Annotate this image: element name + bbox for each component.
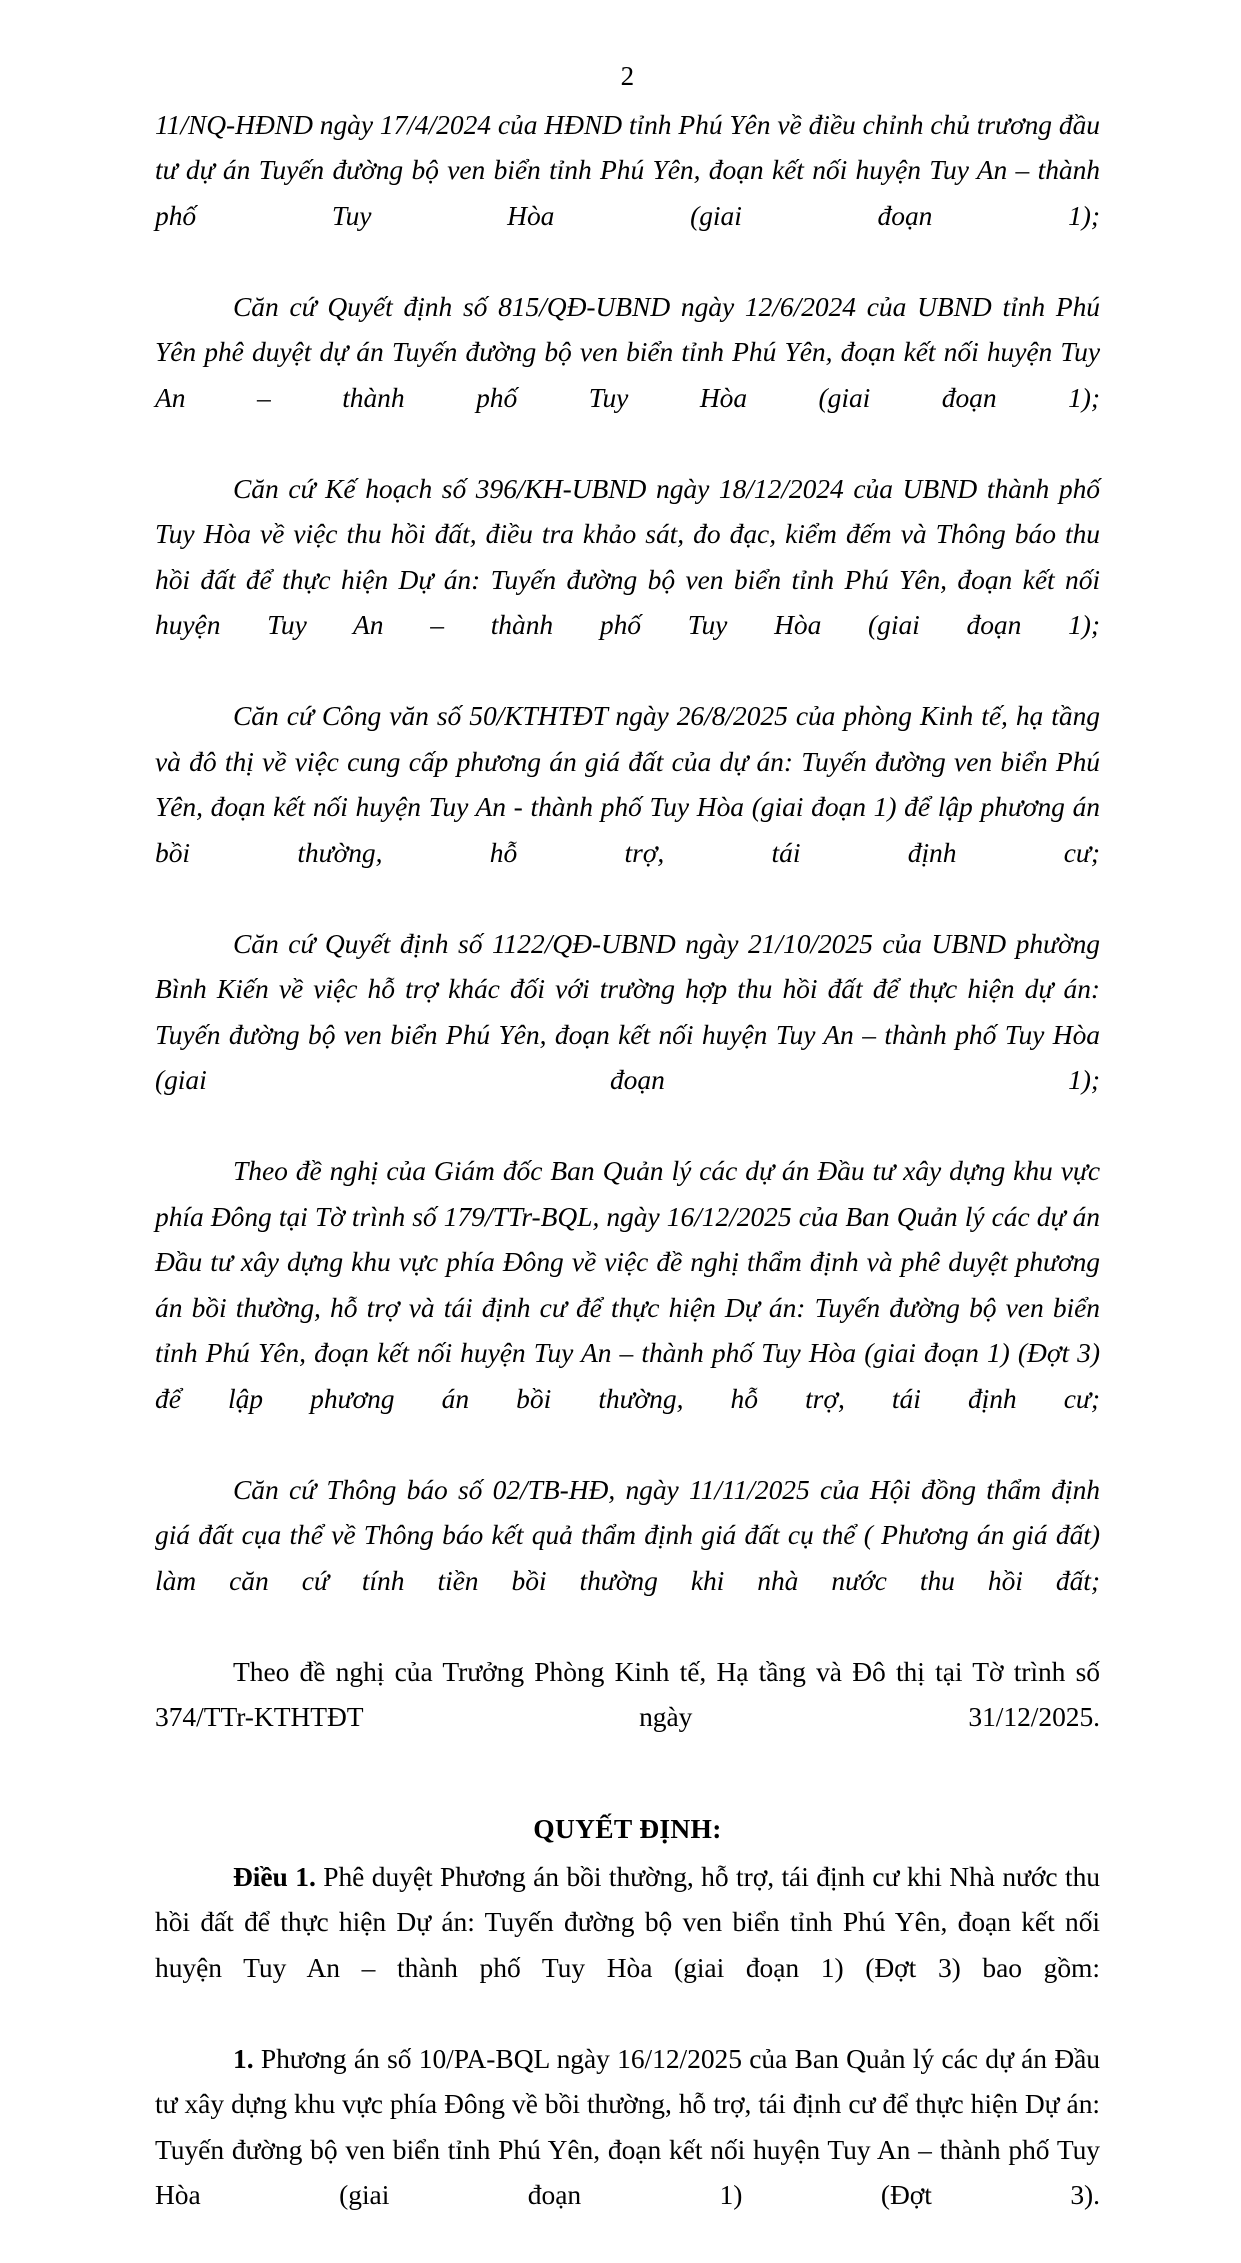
paragraph-basis-quyetdinh-815: Căn cứ Quyết định số 815/QĐ-UBND ngày 12/6/2024 của UBND tỉnh Phú Yên phê duyệt dự án Tuyến đường bộ ven biển tỉnh Phú Yên, đoạn kết nối huyện Tuy An – thành phố Tuy Hòa (giai đoạn 1);	[155, 290, 1100, 413]
paragraph-proposal-giamdoc-bql: Theo đề nghị của Giám đốc Ban Quản lý các dự án Đầu tư xây dựng khu vực phía Đông tại Tờ trình số 179/TTr-BQL, ngày 16/12/2025 của Ban Quản lý các dự án Đầu tư xây dựng khu vực phía Đông về việc đề nghị thẩm định và phê duyệt phương án bồi thường, hỗ trợ và tái định cư để thực hiện Dự án: Tuyến đường bộ ven biển tỉnh Phú Yên, đoạn kết nối huyện Tuy An – thành phố Tuy Hòa (giai đoạn 1) (Đợt 3) để lập phương án bồi thường, hỗ trợ, tái định cư;	[155, 1155, 1100, 1414]
article-1-label: Điều 1.	[233, 1860, 316, 1892]
document-body	[155, 60, 1100, 2263]
article-1-item-1	[155, 2036, 1100, 2263]
decision-heading: QUYẾT ĐỊNH:	[533, 1813, 722, 1845]
paragraph-basis-quyetdinh-1122: Căn cứ Quyết định số 1122/QĐ-UBND ngày 21/10/2025 của UBND phường Bình Kiến về việc hỗ trợ khác đối với trường hợp thu hồi đất để thực hiện dự án: Tuyến đường bộ ven biển Phú Yên, đoạn kết nối huyện Tuy An – thành phố Tuy Hòa (giai đoạn 1);	[155, 927, 1100, 1096]
article-1-item-1-label: 1.	[233, 2042, 254, 2074]
article-1-item-1-text: Phương án số 10/PA-BQL ngày 16/12/2025 của Ban Quản lý các dự án Đầu tư xây dựng khu vực phía Đông về bồi thường, hỗ trợ, tái định cư để thực hiện Dự án: Tuyến đường bộ ven biển tỉnh Phú Yên, đoạn kết nối huyện Tuy An – thành phố Tuy Hòa (giai đoạn 1) (Đợt 3).	[155, 2042, 1100, 2211]
article-1	[155, 1854, 1100, 2036]
article-1-text: Phê duyệt Phương án bồi thường, hỗ trợ, tái định cư khi Nhà nước thu hồi đất để thực hiện Dự án: Tuyến đường bộ ven biển tỉnh Phú Yên, đoạn kết nối huyện Tuy An – thành phố Tuy Hòa (giai đoạn 1) (Đợt 3) bao gồm:	[155, 1860, 1100, 1983]
paragraph-basis-thongbao-02: Căn cứ Thông báo số 02/TB-HĐ, ngày 11/11/2025 của Hội đồng thẩm định giá đất cụa thể về Thông báo kết quả thẩm định giá đất cụ thể ( Phương án giá đất) làm căn cứ tính tiền bồi thường khi nhà nước thu hồi đất;	[155, 1473, 1100, 1596]
page-number: 2	[620, 61, 635, 91]
paragraph-continuation: 11/NQ-HĐND ngày 17/4/2024 của HĐND tỉnh Phú Yên về điều chỉnh chủ trương đầu tư dự án Tuyến đường bộ ven biển tỉnh Phú Yên, đoạn kết nối huyện Tuy An – thành phố Tuy Hòa (giai đoạn 1);	[155, 108, 1100, 231]
paragraph-proposal-truongphong: Theo đề nghị của Trưởng Phòng Kinh tế, Hạ tầng và Đô thị tại Tờ trình số 374/TTr-KTHTĐT ngày 31/12/2025.	[155, 1655, 1100, 1733]
heading-spacer	[155, 1785, 1100, 1793]
paragraph-basis-congvan-50: Căn cứ Công văn số 50/KTHTĐT ngày 26/8/2025 của phòng Kinh tế, hạ tầng và đô thị về việc cung cấp phương án giá đất của dự án: Tuyến đường ven biển Phú Yên, đoạn kết nối huyện Tuy An - thành phố Tuy Hòa (giai đoạn 1) để lập phương án bồi thường, hỗ trợ, tái định cư;	[155, 700, 1100, 868]
paragraph-basis-kehoach-396: Căn cứ Kế hoạch số 396/KH-UBND ngày 18/12/2024 của UBND thành phố Tuy Hòa về việc thu hồi đất, điều tra khảo sát, đo đạc, kiểm đếm và Thông báo thu hồi đất để thực hiện Dự án: Tuyến đường bộ ven biển tỉnh Phú Yên, đoạn kết nối huyện Tuy An – thành phố Tuy Hòa (giai đoạn 1);	[155, 472, 1100, 641]
